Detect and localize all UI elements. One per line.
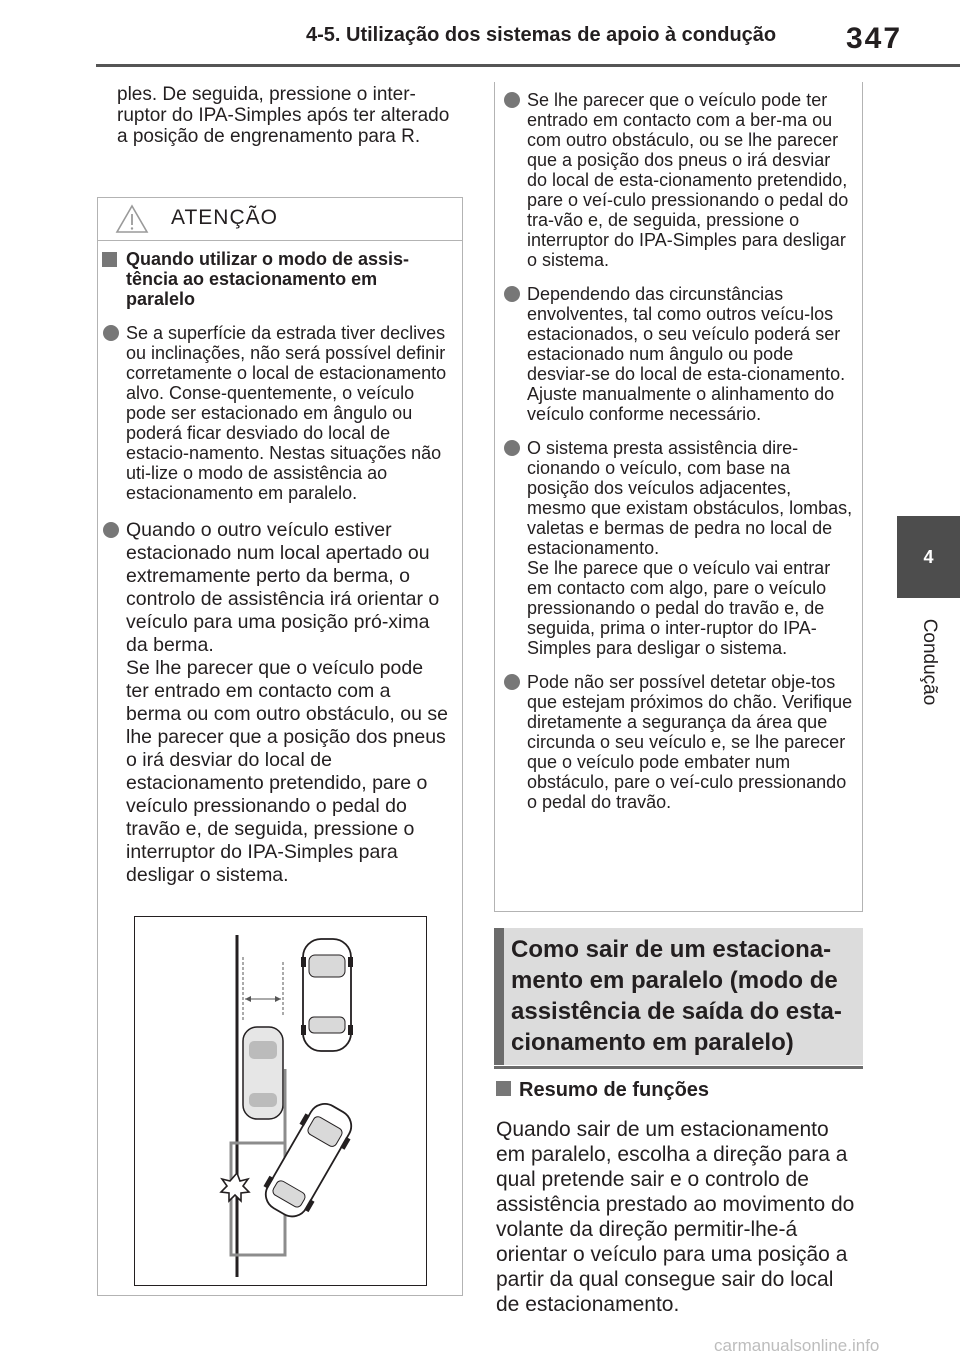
warning-box-continued <box>494 82 863 912</box>
page-number: 347 <box>846 22 903 55</box>
warning-item: Se a superfície da estrada tiver declives ou inclinações, não será possível definir corretamente o local de estacionamento alvo. Conse-quentemente, o veículo pode ser estacionado em ângulo ou poderá ficar desviado do local de estacio-namento. Nestas situações não uti-lize o modo de assistência ao estacionamento em paralelo. <box>102 323 448 503</box>
warning-item-text: Se lhe parece que o veículo vai entrar em contacto com algo, pare o veículo pressionando o pedal do travão e, de seguida, prima o inter-ruptor do IPA-Simples para desligar o sistema. <box>527 558 831 658</box>
warning-item-text: Se lhe parecer que o veículo pode ter entrado em contacto com a berma ou com outro obstáculo, ou se lhe parecer que a posição dos pneus o irá desviar do local de estacionamento pretendido, pare o veículo pressionando o pedal do travão e, de seguida, pressione o interruptor do IPA-Simples para desligar o sistema. <box>126 657 448 886</box>
section-header-title: 4-5. Utilização dos sistemas de apoio à condução <box>306 24 777 46</box>
section-title-block <box>494 928 863 1065</box>
header-divider <box>96 64 960 67</box>
warning-heading: Quando utilizar o modo de assis-tência ao estacionamento em paralelo <box>102 249 448 309</box>
chapter-label-text: Condução <box>919 618 940 706</box>
parked-car-middle <box>243 1027 283 1119</box>
warning-title: ATENÇÃO <box>171 206 278 229</box>
subsection-heading-text: Resumo de funções <box>519 1079 710 1101</box>
parking-diagram <box>134 916 427 1286</box>
chapter-tab <box>897 516 960 598</box>
warning-item: Se lhe parecer que o veículo pode ter entrado em contacto com a ber-ma ou com outro obstáculo, ou se lhe parecer que a posição dos pneus o irá desviar do local de esta-cionamento pretendido, pare o veí-culo pressionando o pedal do tra-vão e, de seguida, pressione o interruptor do IPA-Simples para desligar o sistema. <box>503 90 853 270</box>
warning-item-text: O sistema presta assistência dire-cionando o veículo, com base na posição dos veículos adjacentes, mesmo que existam obstáculos, lombas, valetas e bermas de pedra no local de estacionamento. <box>527 438 853 558</box>
warning-item: Dependendo das circunstâncias envolventes, tal como outros veícu-los estacionados, o seu veículo poderá ser estacionado num ângulo ou pode desviar-se do local de esta-cionamento. Ajuste manualmente o alinhamento do veículo conforme necessário. <box>503 284 853 424</box>
chapter-label <box>905 602 953 722</box>
subsection-body: Quando sair de um estacionamento em paralelo, escolha a direção para a qual pretende sair e o controlo de assistência prestado ao movimento do volante da direção permitir-lhe-á orientar o veículo para uma posição a partir da qual consegue sair do local de estacionamento. <box>496 1118 855 1316</box>
warning-item-text: Quando o outro veículo estiver estacionado num local apertado ou extremamente perto da berma, o controlo de assistência irá orientar o veículo para uma posição pró-xima da berma. <box>126 519 440 656</box>
warning-item <box>102 519 448 887</box>
parking-illustration <box>135 917 425 1284</box>
section-accent-bar <box>494 928 504 1065</box>
square-bullet-icon <box>496 1081 511 1096</box>
warning-box <box>97 197 463 1296</box>
section-title: Como sair de um estaciona-mento em paralelo (modo de assistência de saída do esta-cionamento em paralelo) <box>511 936 842 1056</box>
parked-car-top <box>301 939 353 1051</box>
watermark: carmanualsonline.info <box>714 1336 880 1355</box>
warning-item: Pode não ser possível detetar obje-tos que estejam próximos do chão. Verifique diretamente a segurança da área que circunda o seu veículo e, se lhe parecer que o veículo pode embater num obstáculo, pare o veí-culo pressionando o pedal do travão. <box>503 672 853 812</box>
section-divider <box>494 1066 863 1069</box>
warning-item <box>503 438 853 658</box>
warning-content <box>102 249 448 887</box>
warning-continued-content <box>503 90 853 826</box>
subsection-heading <box>496 1079 709 1102</box>
warning-header <box>98 198 462 241</box>
chapter-number: 4 <box>923 546 934 567</box>
warning-triangle-icon <box>115 204 149 234</box>
intro-paragraph: ples. De seguida, pressione o inter-ruptor do IPA-Simples após ter alterado a posição de engrenamento para R. <box>117 84 450 147</box>
collision-star-icon <box>221 1173 249 1201</box>
